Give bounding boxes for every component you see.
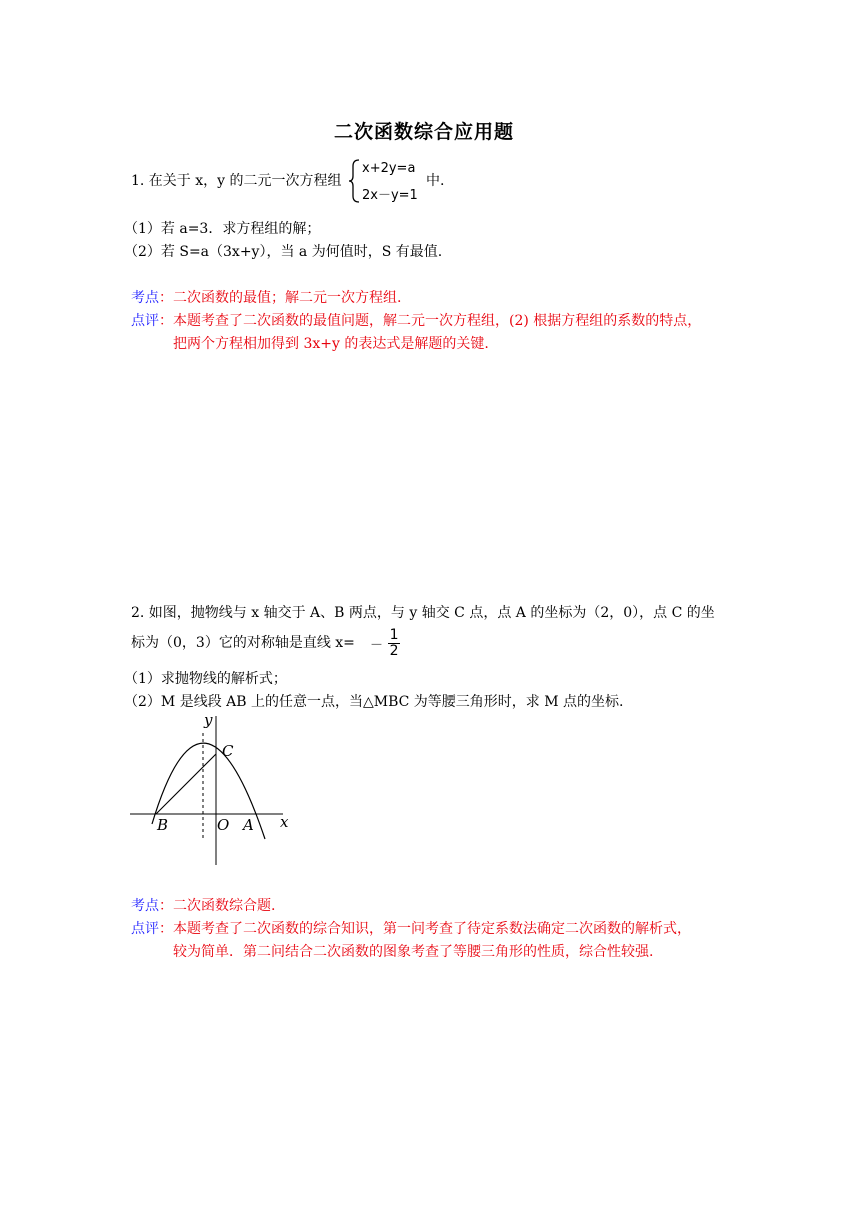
q1-part1: （1）若 a=3．求方程组的解； (124, 221, 321, 237)
fraction-denominator: 2 (389, 643, 399, 659)
label-c: C (222, 742, 234, 760)
q1-dianping (131, 310, 701, 332)
fraction-numerator: 1 (389, 627, 399, 643)
q1-part2: （2）若 S=a（3x+y），当 a 为何值时，S 有最值. (124, 244, 443, 260)
label-y: y (204, 712, 213, 729)
left-brace-icon (348, 158, 362, 204)
q2-fraction (370, 628, 400, 659)
kaodian-text: ：二次函数的最值；解二元一次方程组. (159, 290, 402, 306)
q2-stem-line1: 2. 如图，抛物线与 x 轴交于 A、B 两点，与 y 轴交 C 点，点 A 的坐标为（2，0），点 C 的坐 (131, 605, 715, 621)
kaodian-label: 考点 (131, 290, 159, 306)
q2-part2: （2）M 是线段 AB 上的任意一点，当△MBC 为等腰三角形时，求 M 点的坐标. (124, 694, 624, 710)
fraction-sign: － (370, 638, 384, 653)
segment-bc (156, 754, 216, 814)
page-title: 二次函数综合应用题 (334, 121, 515, 143)
q1-equation-line2: 2x－y=1 (362, 188, 418, 203)
q2-kaodian (131, 895, 275, 917)
label-a: A (243, 816, 254, 834)
q2-part1: （1）求抛物线的解析式； (124, 671, 287, 687)
dianping-text-line1: ：本题考查了二次函数的最值问题，解二元一次方程组，(2) 根据方程组的系数的特点， (159, 313, 702, 329)
parabola-figure (125, 712, 300, 872)
q2-stem-line2: 标为（0，3）它的对称轴是直线 x= (131, 635, 355, 651)
q1-stem-prefix: 1. 在关于 x，y 的二元一次方程组 (131, 173, 342, 189)
dianping-label: 点评 (131, 313, 159, 329)
kaodian-text: ：二次函数综合题. (159, 898, 276, 914)
dianping-text-line1: ：本题考查了二次函数的综合知识，第一问考查了待定系数法确定二次函数的解析式， (159, 921, 691, 937)
q1-equation-system (348, 158, 428, 206)
dianping-text-line2: 把两个方程相加得到 3x+y 的表达式是解题的关键. (173, 336, 489, 352)
label-o: O (217, 816, 230, 834)
q1-kaodian (131, 287, 401, 309)
q1-stem-suffix: 中. (426, 173, 445, 189)
q1-equation-line1: x+2y=a (362, 161, 416, 176)
dianping-label: 点评 (131, 921, 159, 937)
label-b: B (157, 816, 169, 834)
dianping-text-line2: 较为简单．第二问结合二次函数的图象考查了等腰三角形的性质，综合性较强. (173, 944, 654, 960)
q2-dianping (131, 918, 691, 940)
kaodian-label: 考点 (131, 898, 159, 914)
label-x: x (280, 813, 289, 831)
fraction-negative-half (388, 628, 400, 659)
